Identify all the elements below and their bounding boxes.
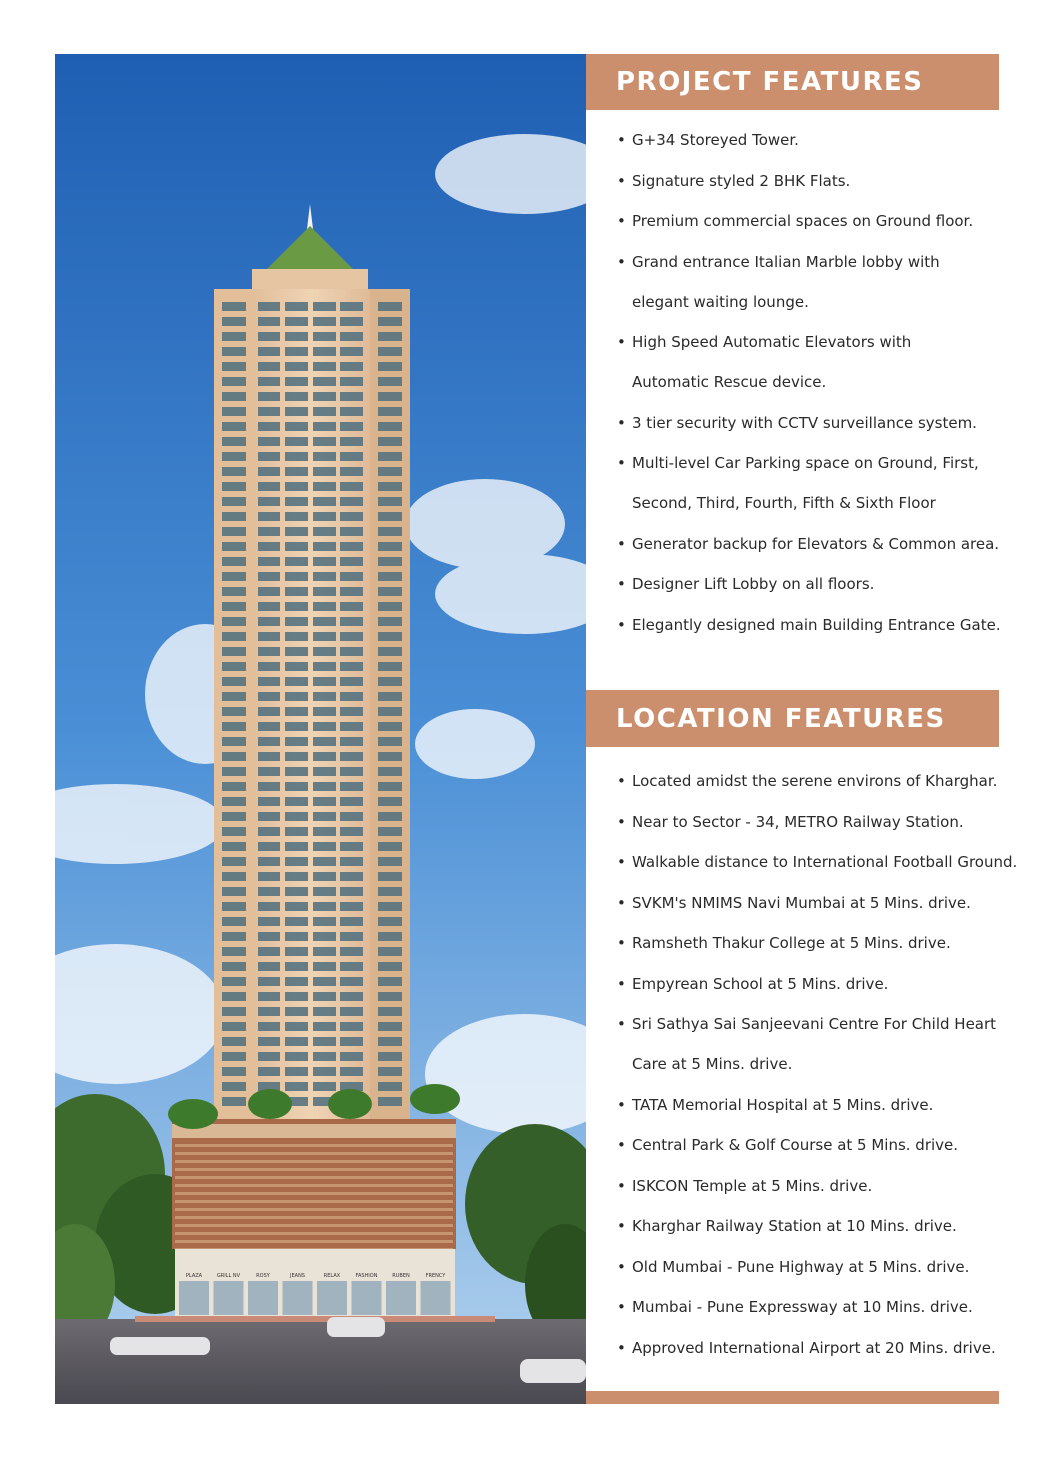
project-feature-item: • Designer Lift Lobby on all floors. [616, 574, 1001, 594]
location-feature-item: • SVKM's NMIMS Navi Mumbai at 5 Mins. drive. [616, 893, 1017, 913]
project-features-list [616, 130, 1001, 655]
location-feature-item: • Mumbai - Pune Expressway at 10 Mins. drive. [616, 1297, 1017, 1317]
project-feature-item: • Signature styled 2 BHK Flats. [616, 171, 1001, 191]
location-feature-item: • Sri Sathya Sai Sanjeevani Centre For Child Heart Care at 5 Mins. drive. [616, 1014, 1017, 1074]
shop-sign: RELAX [323, 1273, 341, 1279]
location-features-list [616, 771, 1017, 1378]
project-feature-item: • Elegantly designed main Building Entrance Gate. [616, 615, 1001, 635]
project-feature-item: • Grand entrance Italian Marble lobby with elegant waiting lounge. [616, 252, 1001, 312]
shop-sign: JEANS [290, 1273, 305, 1279]
location-feature-item: • Kharghar Railway Station at 10 Mins. drive. [616, 1216, 1017, 1236]
location-feature-item: • ISKCON Temple at 5 Mins. drive. [616, 1176, 1017, 1196]
location-feature-item: • Walkable distance to International Football Ground. [616, 852, 1017, 872]
bottom-accent-bar [586, 1391, 999, 1404]
project-features-heading: PROJECT FEATURES [586, 54, 999, 110]
location-feature-item: • Central Park & Golf Course at 5 Mins. drive. [616, 1135, 1017, 1155]
project-feature-item: • Premium commercial spaces on Ground floor. [616, 211, 1001, 231]
project-feature-item: • Generator backup for Elevators & Common area. [616, 534, 1001, 554]
location-feature-item: • Empyrean School at 5 Mins. drive. [616, 974, 1017, 994]
shop-sign: ROSY [256, 1273, 270, 1279]
location-feature-item: • TATA Memorial Hospital at 5 Mins. drive. [616, 1095, 1017, 1115]
project-feature-item: • Multi-level Car Parking space on Ground, First, Second, Third, Fourth, Fifth & Sixth Floor [616, 453, 1001, 513]
project-feature-item: • High Speed Automatic Elevators with Automatic Rescue device. [616, 332, 1001, 392]
shop-sign: FRENCY [425, 1273, 446, 1279]
location-feature-item: • Approved International Airport at 20 Mins. drive. [616, 1338, 1017, 1358]
location-feature-item: • Old Mumbai - Pune Highway at 5 Mins. drive. [616, 1257, 1017, 1277]
project-feature-item: • G+34 Storeyed Tower. [616, 130, 1001, 150]
building-render-image [55, 54, 586, 1404]
location-feature-item: • Near to Sector - 34, METRO Railway Station. [616, 812, 1017, 832]
shop-sign: FASHION [355, 1273, 378, 1279]
shop-sign: PLAZA [185, 1273, 203, 1279]
location-feature-item: • Ramsheth Thakur College at 5 Mins. drive. [616, 933, 1017, 953]
shop-sign: GRILL NV [216, 1273, 241, 1279]
project-feature-item: • 3 tier security with CCTV surveillance system. [616, 413, 1001, 433]
features-panel [586, 54, 1018, 1404]
location-feature-item: • Located amidst the serene environs of Kharghar. [616, 771, 1017, 791]
shop-sign: RUBEN [392, 1273, 410, 1279]
location-features-heading: LOCATION FEATURES [586, 690, 999, 747]
